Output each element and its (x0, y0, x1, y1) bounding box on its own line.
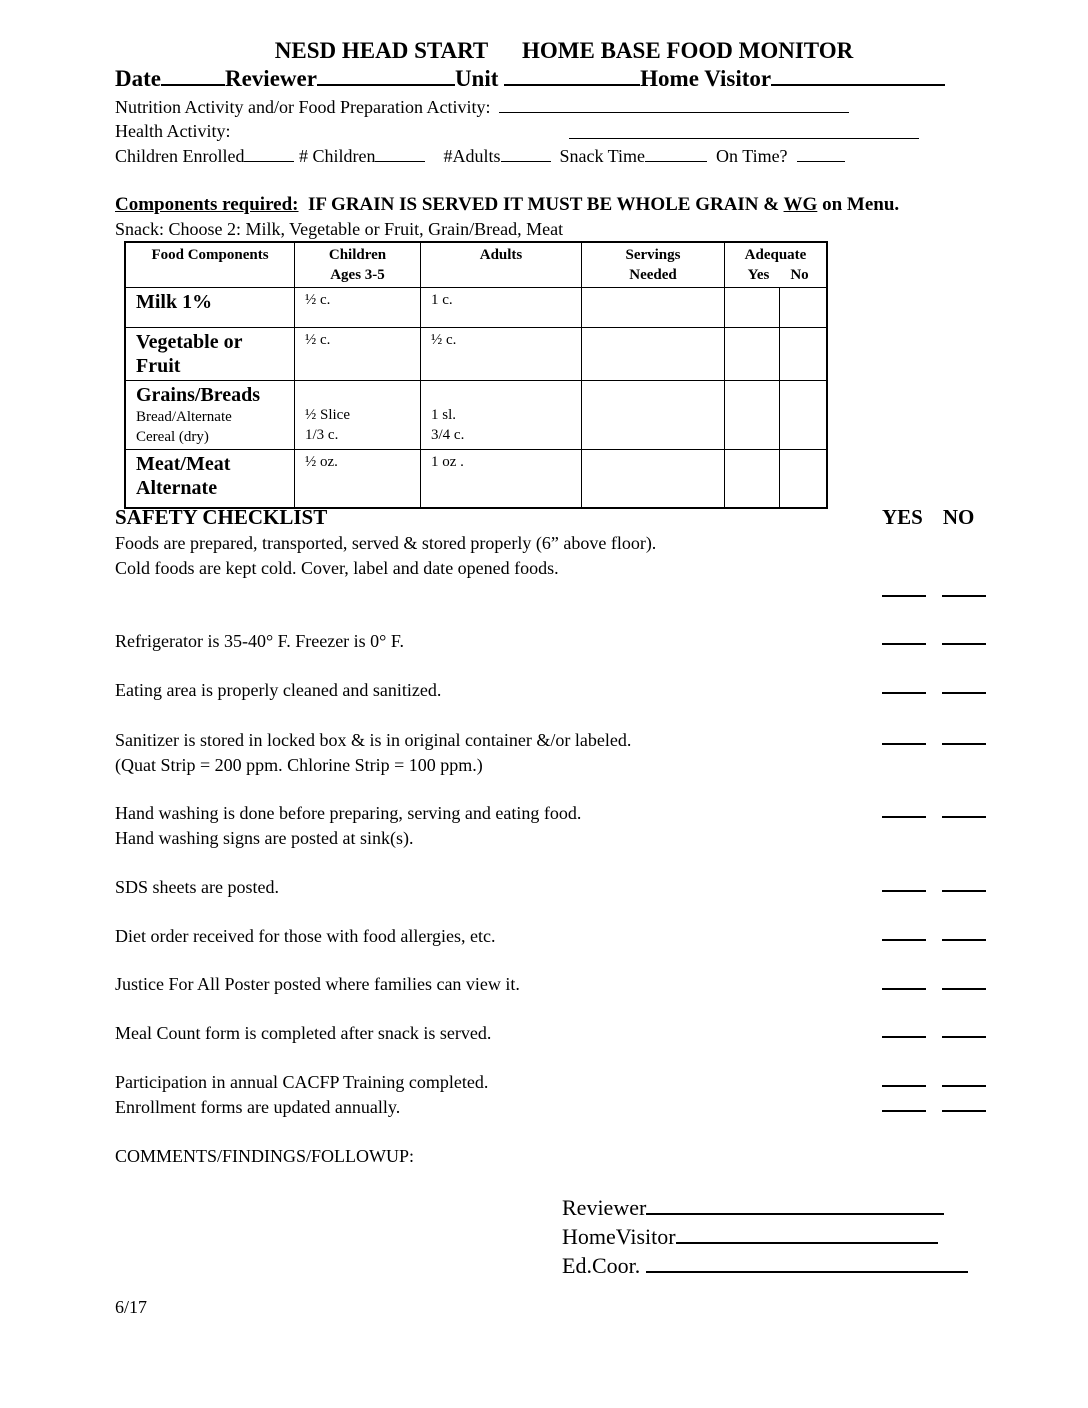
safety-item-text: Hand washing is done before preparing, serving and eating food. (115, 803, 582, 823)
comments-label: COMMENTS/FINDINGS/FOLLOWUP: (115, 1146, 415, 1166)
adults-amount: 1 c. (421, 288, 582, 328)
safety-item (115, 678, 441, 703)
servings-needed-cell[interactable] (582, 450, 725, 508)
safety-item-text: Cold foods are kept cold. Cover, label and date opened foods. (115, 558, 559, 578)
safety-item (115, 728, 631, 778)
header-food-components: Food Components (125, 242, 295, 288)
safety-item-text: Enrollment forms are updated annually. (115, 1097, 401, 1117)
header-children (295, 242, 421, 288)
unit-label: Unit (454, 66, 499, 91)
children-amount: ½ c. (295, 288, 421, 328)
food-components-table (124, 241, 828, 509)
adequate-yes-cell[interactable] (725, 381, 780, 450)
yes-blank[interactable] (882, 1085, 926, 1087)
components-rule: IF GRAIN IS SERVED IT MUST BE WHOLE GRAIN & (308, 194, 780, 215)
health-activity-row (115, 121, 230, 142)
safety-item-marks (882, 928, 1002, 946)
nutrition-activity-row (115, 97, 849, 118)
health-activity-field-wrap (569, 124, 919, 144)
safety-item-marks (882, 681, 1002, 699)
header-adequate-label: Adequate (744, 247, 807, 263)
yes-header: YES (882, 505, 923, 529)
components-rule-end: on Menu. (822, 194, 900, 215)
safety-item (115, 629, 404, 654)
no-header: NO (942, 505, 975, 529)
children-amount: ½ c. (295, 328, 421, 381)
children-enrolled-field[interactable] (244, 147, 294, 162)
snack-time-label: Snack Time (559, 146, 646, 166)
safety-item-text: Sanitizer is stored in locked box & is in original container &/or labeled. (115, 730, 632, 750)
safety-item-marks (882, 584, 1002, 602)
adequate-yes-cell[interactable] (725, 328, 780, 381)
component-cell: Meat/Meat Alternate (125, 450, 295, 508)
adequate-no-cell[interactable] (780, 288, 828, 328)
safety-item-marks (882, 1074, 1002, 1092)
no-blank[interactable] (942, 890, 986, 892)
signature-ed-coor (562, 1251, 968, 1280)
table-row (125, 381, 827, 450)
table-row (125, 288, 827, 328)
safety-item-marks (882, 1025, 1002, 1043)
yes-blank[interactable] (882, 1110, 926, 1112)
date-label: Date (115, 66, 161, 91)
signature-home-visitor-label: HomeVisitor (562, 1224, 676, 1249)
no-blank[interactable] (942, 743, 986, 745)
safety-item-marks (882, 632, 1002, 650)
no-blank[interactable] (942, 1110, 986, 1112)
component-cell: Milk 1% (125, 288, 295, 328)
signature-reviewer-label: Reviewer (562, 1195, 647, 1220)
yes-blank[interactable] (882, 692, 926, 694)
health-activity-field[interactable] (569, 124, 919, 139)
signature-ed-coor-label: Ed.Coor. (562, 1253, 641, 1278)
header-fields (115, 66, 945, 92)
on-time-field[interactable] (797, 147, 845, 162)
safety-item (115, 1095, 400, 1120)
component-cell: Vegetable or Fruit (125, 328, 295, 381)
safety-item-text: Foods are prepared, transported, served & stored properly (6” above floor). (115, 533, 657, 553)
safety-item (115, 801, 581, 851)
nutrition-activity-label: Nutrition Activity and/or Food Preparation Activity: (115, 97, 491, 117)
adults-amount: ½ c. (421, 328, 582, 381)
no-blank[interactable] (942, 988, 986, 990)
unit-field[interactable] (504, 66, 640, 86)
header-children-line2: Ages 3-5 (330, 267, 385, 283)
adults-count-label: #Adults (443, 146, 501, 166)
form-title (0, 38, 1088, 64)
signature-home-visitor (562, 1222, 938, 1251)
safety-item (115, 531, 656, 581)
form-version: 6/17 (115, 1297, 148, 1317)
adequate-yes-cell[interactable] (725, 288, 780, 328)
safety-item-marks (882, 732, 1002, 750)
servings-needed-cell[interactable] (582, 328, 725, 381)
table-row (125, 328, 827, 381)
component-sub: Bread/Alternate (136, 409, 232, 425)
home-visitor-field[interactable] (771, 66, 945, 86)
yes-no-header (882, 505, 994, 530)
adults-amount-line: 3/4 c. (431, 427, 465, 443)
no-blank[interactable] (942, 1036, 986, 1038)
no-blank[interactable] (942, 692, 986, 694)
component-sub: Cereal (dry) (136, 429, 209, 445)
safety-item-marks (882, 879, 1002, 897)
no-blank[interactable] (942, 595, 986, 597)
safety-item-text: Eating area is properly cleaned and sanitized. (115, 680, 442, 700)
adults-amount (421, 381, 582, 450)
signature-ed-coor-line[interactable] (646, 1251, 968, 1273)
component-cell (125, 381, 295, 450)
nutrition-activity-field[interactable] (499, 98, 849, 113)
safety-item (115, 875, 279, 900)
home-visitor-label: Home Visitor (640, 66, 772, 91)
yes-blank[interactable] (882, 595, 926, 597)
header-no: No (790, 267, 809, 283)
adequate-no-cell[interactable] (780, 450, 828, 508)
yes-blank[interactable] (882, 743, 926, 745)
safety-item-marks (882, 805, 1002, 823)
table-row (125, 450, 827, 508)
header-adequate (725, 242, 828, 288)
components-wg: WG (783, 194, 818, 215)
no-blank[interactable] (942, 1085, 986, 1087)
table-header (125, 242, 827, 288)
children-count-label: # Children (298, 146, 376, 166)
safety-item-text: Refrigerator is 35-40° F. Freezer is 0° F. (115, 631, 404, 651)
yes-blank[interactable] (882, 890, 926, 892)
no-blank[interactable] (942, 939, 986, 941)
counts-row (115, 146, 845, 167)
children-amount (295, 381, 421, 450)
children-amount: ½ oz. (295, 450, 421, 508)
reviewer-label: Reviewer (224, 66, 317, 91)
adequate-no-cell[interactable] (780, 328, 828, 381)
yes-blank[interactable] (882, 988, 926, 990)
on-time-label: On Time? (716, 146, 788, 166)
header-servings (582, 242, 725, 288)
children-count-field[interactable] (375, 147, 425, 162)
header-adults: Adults (421, 242, 582, 288)
servings-needed-cell[interactable] (582, 381, 725, 450)
component-name: Grains/Breads (136, 384, 261, 406)
safety-item-text: Diet order received for those with food allergies, etc. (115, 926, 496, 946)
safety-item (115, 972, 520, 997)
safety-item (115, 924, 496, 949)
date-field[interactable] (161, 66, 225, 86)
children-enrolled-label: Children Enrolled (115, 146, 245, 166)
yes-blank[interactable] (882, 816, 926, 818)
yes-blank[interactable] (882, 643, 926, 645)
header-servings-line1: Servings (625, 247, 681, 263)
form-name: HOME BASE FOOD MONITOR (522, 38, 854, 63)
safety-item-text: Meal Count form is completed after snack is served. (115, 1023, 492, 1043)
safety-item-marks (882, 977, 1002, 995)
safety-item-text: (Quat Strip = 200 ppm. Chlorine Strip = 100 ppm.) (115, 755, 483, 775)
snack-time-field[interactable] (645, 147, 707, 162)
header-servings-line2: Needed (629, 267, 677, 283)
adults-amount: 1 oz . (421, 450, 582, 508)
safety-item-text: Justice For All Poster posted where families can view it. (115, 974, 520, 994)
signature-home-visitor-line[interactable] (676, 1222, 938, 1244)
header-children-line1: Children (328, 247, 387, 263)
adequate-yes-cell[interactable] (725, 450, 780, 508)
yes-blank[interactable] (882, 939, 926, 941)
safety-item-text: Participation in annual CACFP Training completed. (115, 1072, 489, 1092)
children-amount-line: 1/3 c. (305, 427, 339, 443)
no-blank[interactable] (942, 816, 986, 818)
safety-item (115, 1021, 491, 1046)
org-name: NESD HEAD START (274, 38, 489, 63)
safety-checklist-title: SAFETY CHECKLIST (115, 505, 328, 529)
safety-item-text: Hand washing signs are posted at sink(s). (115, 828, 414, 848)
header-yes: Yes (747, 267, 770, 283)
yes-blank[interactable] (882, 1036, 926, 1038)
components-label: Components required: (115, 194, 299, 215)
reviewer-field[interactable] (317, 66, 455, 86)
components-required (115, 194, 899, 216)
adults-count-field[interactable] (501, 147, 551, 162)
signature-reviewer (562, 1193, 944, 1222)
safety-item (115, 1070, 488, 1095)
adults-amount-line: 1 sl. (431, 407, 457, 423)
snack-note: Snack: Choose 2: Milk, Vegetable or Fruit, Grain/Bread, Meat (115, 219, 564, 239)
children-amount-line: ½ Slice (305, 407, 350, 423)
safety-item-text: SDS sheets are posted. (115, 877, 279, 897)
adequate-no-cell[interactable] (780, 381, 828, 450)
signature-reviewer-line[interactable] (646, 1193, 944, 1215)
safety-item-marks (882, 1099, 1002, 1117)
no-blank[interactable] (942, 643, 986, 645)
servings-needed-cell[interactable] (582, 288, 725, 328)
health-activity-label: Health Activity: (115, 121, 231, 141)
